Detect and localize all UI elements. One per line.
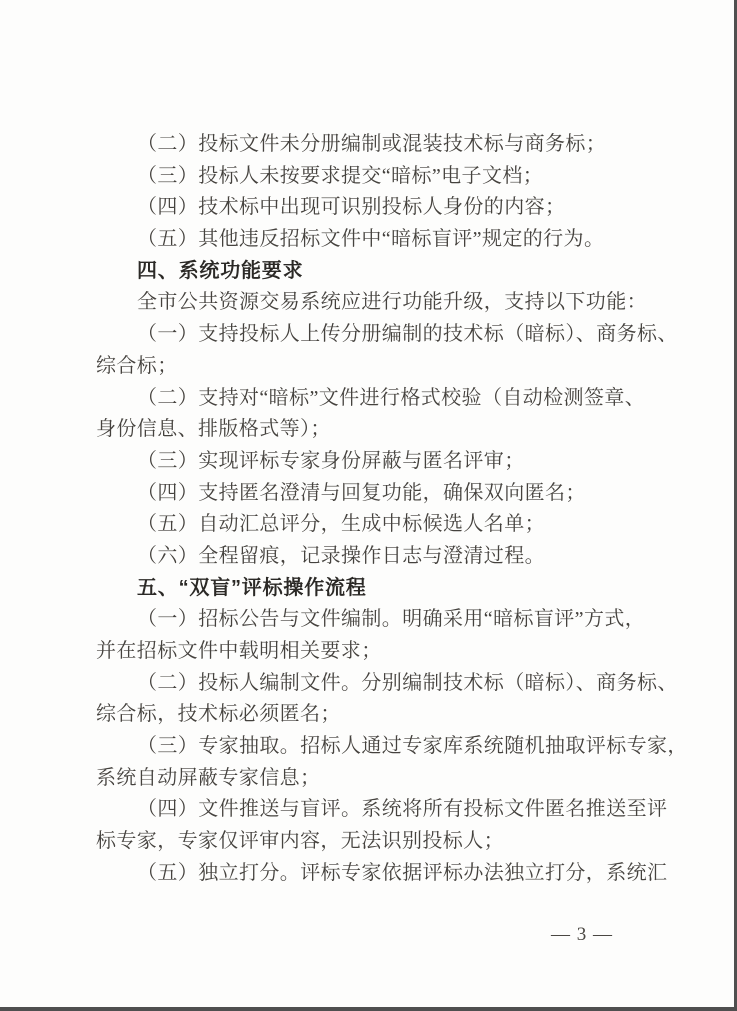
paragraph-line: （二）支持对“暗标”文件进行格式校验（自动检测签章、 [137, 386, 646, 409]
paragraph-line: （一）支持投标人上传分册编制的技术标（暗标）、商务标、 [137, 323, 678, 346]
paragraph-line: （二）投标文件未分册编制或混装技术标与商务标； [137, 133, 607, 155]
paragraph-line: （四）文件推送与盲评。系统将所有投标文件匿名推送至评 [137, 798, 668, 821]
paragraph-line: 身份信息、排版格式等）； [96, 418, 331, 441]
page-number: — 3 — [551, 924, 613, 945]
paragraph-line: 系统自动屏蔽专家信息； [96, 766, 321, 789]
paragraph-line: （二）投标人编制文件。分别编制技术标（暗标）、商务标、 [137, 671, 678, 694]
section-heading-4: 四、系统功能要求 [137, 259, 304, 282]
paragraph-line: （四）技术标中出现可识别投标人身份的内容； [137, 196, 566, 219]
paragraph-line: （五）自动汇总评分，生成中标候选人名单； [137, 513, 545, 536]
scan-edge-bottom [0, 1007, 737, 1011]
paragraph-line: （三）实现评标专家身份屏蔽与匿名评审； [137, 449, 525, 472]
paragraph-line: （五）其他违反招标文件中“暗标盲评”规定的行为。 [137, 228, 605, 251]
paragraph-line: （四）支持匿名澄清与回复功能，确保双向匿名； [137, 481, 586, 504]
paragraph-line: 全市公共资源交易系统应进行功能升级，支持以下功能： [137, 291, 647, 314]
paragraph-line: （六）全程留痕，记录操作日志与澄清过程。 [137, 544, 545, 567]
paragraph-line: （五）独立打分。评标专家依据评标办法独立打分，系统汇 [137, 861, 668, 884]
document-body [96, 129, 696, 890]
section-heading-5: 五、“双盲”评标操作流程 [137, 576, 367, 599]
paragraph-line: （三）专家抽取。招标人通过专家库系统随机抽取评标专家， [137, 735, 688, 758]
paragraph-line: 综合标，技术标必须匿名； [96, 703, 341, 726]
paragraph-line: （三）投标人未按要求提交“暗标”电子文档； [137, 164, 544, 187]
paragraph-line: 综合标； [96, 354, 178, 377]
paragraph-line: （一）招标公告与文件编制。明确采用“暗标盲评”方式， [137, 608, 646, 631]
paragraph-line: 并在招标文件中载明相关要求； [96, 640, 382, 662]
paragraph-line: 标专家，专家仅评审内容，无法识别投标人； [96, 830, 504, 853]
